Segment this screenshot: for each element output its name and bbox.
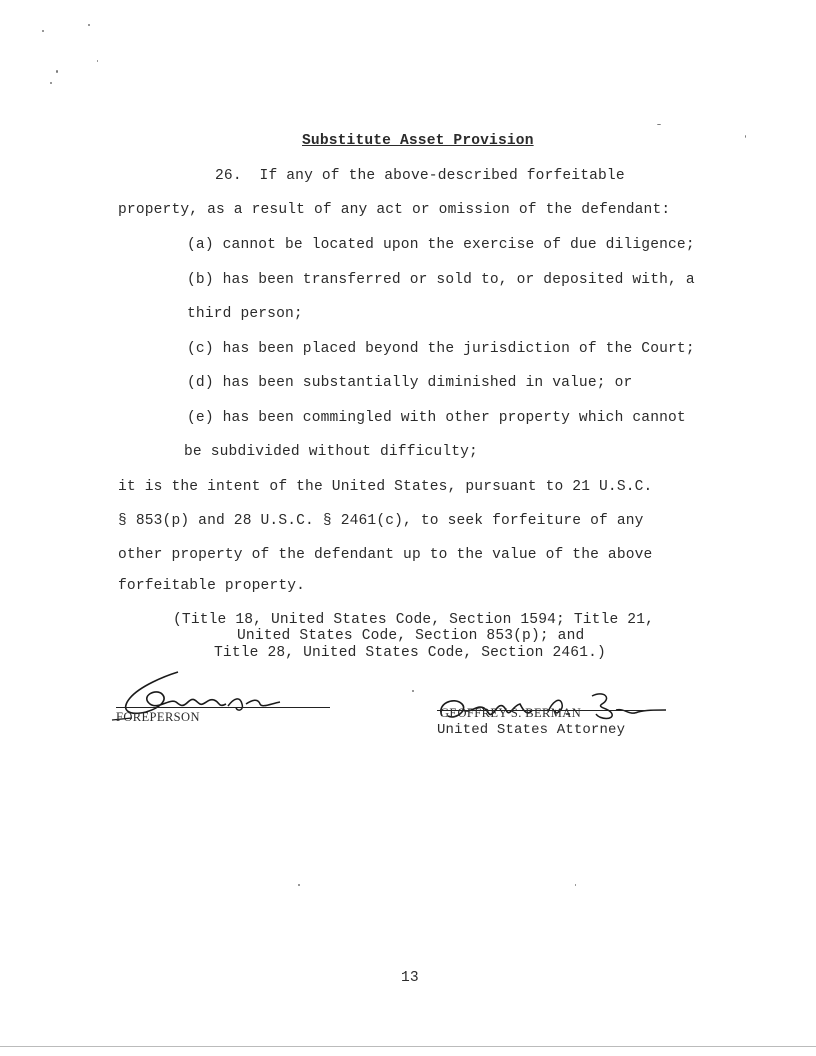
conclusion-line-2: § 853(p) and 28 U.S.C. § 2461(c), to seek forfeiture of any	[118, 513, 644, 529]
clause-c: (c) has been placed beyond the jurisdiction of the Court;	[187, 341, 695, 357]
scan-speck	[97, 60, 98, 62]
clause-a: (a) cannot be located upon the exercise of due diligence;	[187, 237, 695, 253]
scan-speck	[657, 124, 661, 125]
foreperson-signature-line	[116, 707, 330, 708]
clause-b: (b) has been transferred or sold to, or deposited with, a	[187, 272, 695, 288]
conclusion-line-4: forfeitable property.	[118, 578, 306, 594]
paragraph-line-2: property, as a result of any act or omission of the defendant:	[118, 202, 671, 218]
conclusion-line-3: other property of the defendant up to the value of the above	[118, 547, 653, 563]
citation-line-3: Title 28, United States Code, Section 2461.)	[214, 645, 606, 661]
clause-e: (e) has been commingled with other property which cannot	[187, 410, 686, 426]
scan-speck	[88, 24, 90, 26]
section-heading: Substitute Asset Provision	[302, 133, 534, 149]
paragraph-line-1: 26. If any of the above-described forfeitable	[215, 168, 625, 184]
clause-e-continued: be subdivided without difficulty;	[184, 444, 478, 460]
citation-line-2: United States Code, Section 853(p); and	[237, 628, 585, 644]
scan-speck	[42, 30, 44, 32]
scan-speck	[412, 690, 414, 692]
scan-speck	[50, 82, 52, 84]
citation-line-1: (Title 18, United States Code, Section 1594; Title 21,	[173, 612, 655, 628]
attorney-name: GEOFFREY S. BERMAN	[440, 706, 582, 720]
scan-speck	[745, 135, 746, 138]
attorney-title: United States Attorney	[437, 722, 626, 738]
foreperson-label: FOREPERSON	[116, 710, 200, 724]
conclusion-line-1: it is the intent of the United States, pursuant to 21 U.S.C.	[118, 479, 653, 495]
clause-d: (d) has been substantially diminished in value; or	[187, 375, 633, 391]
page-number: 13	[401, 970, 419, 986]
scan-speck	[298, 884, 300, 886]
scan-speck	[575, 884, 576, 886]
clause-b-continued: third person;	[187, 306, 303, 322]
scan-speck	[56, 70, 58, 73]
page-bottom-edge	[0, 1046, 816, 1047]
